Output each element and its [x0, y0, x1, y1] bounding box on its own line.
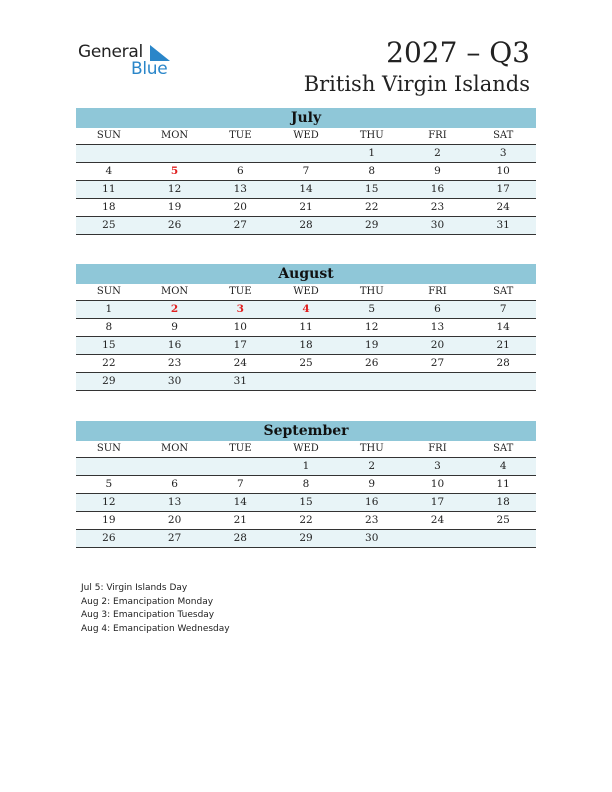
date-cell — [273, 373, 339, 390]
date-cell — [142, 145, 208, 162]
week-row — [76, 163, 536, 181]
date-cell: 10 — [233, 321, 247, 333]
weekday-label: SUN — [96, 286, 121, 297]
weekday-label: SUN — [96, 130, 121, 141]
date-cell: 15 — [365, 183, 379, 195]
date-cell: 26 — [102, 532, 116, 544]
date-cell: 29 — [365, 219, 379, 231]
date-cell: 30 — [430, 219, 445, 231]
holiday-date-cell: 2 — [170, 303, 179, 315]
date-cell: 20 — [233, 201, 247, 213]
weekday-label: WED — [293, 286, 319, 297]
weekday-label: MON — [160, 443, 189, 454]
date-cell: 5 — [368, 303, 376, 315]
weekday-label: FRI — [428, 130, 447, 141]
weekday-label: WED — [293, 130, 319, 141]
date-cell: 25 — [496, 514, 510, 526]
date-cell — [470, 373, 536, 390]
month-name: August — [76, 264, 536, 284]
holiday-note: Aug 2: Emancipation Monday — [81, 596, 214, 607]
weekday-label: TUE — [229, 286, 252, 297]
week-row — [76, 476, 536, 494]
date-cell: 29 — [299, 532, 313, 544]
weekday-label: TUE — [229, 443, 252, 454]
date-cell: 30 — [167, 375, 182, 387]
date-cell: 11 — [299, 321, 313, 333]
date-cell: 14 — [496, 321, 510, 333]
date-cell: 3 — [499, 147, 507, 159]
date-cell — [405, 530, 471, 547]
date-cell: 8 — [105, 321, 113, 333]
date-cell: 18 — [299, 339, 313, 351]
date-cell: 8 — [302, 478, 310, 490]
date-cell: 27 — [167, 532, 182, 544]
week-row — [76, 530, 536, 548]
date-cell: 5 — [105, 478, 113, 490]
week-row — [76, 181, 536, 199]
weekday-label: TUE — [229, 130, 252, 141]
holiday-note: Aug 3: Emancipation Tuesday — [81, 610, 215, 621]
date-cell: 19 — [167, 201, 182, 213]
week-row — [76, 199, 536, 217]
date-cell: 1 — [368, 147, 376, 159]
date-cell: 11 — [496, 478, 510, 490]
date-cell: 12 — [167, 183, 182, 195]
page-title: 2027 – Q3 — [386, 36, 530, 69]
weekday-header-row — [76, 284, 536, 301]
date-cell: 6 — [434, 303, 441, 315]
date-cell: 17 — [430, 496, 445, 508]
date-cell: 24 — [430, 514, 445, 526]
week-row — [76, 373, 536, 391]
date-cell: 23 — [430, 201, 445, 213]
week-row — [76, 319, 536, 337]
logo-blue-text: Blue — [131, 59, 168, 79]
holiday-date-cell: 4 — [302, 303, 310, 315]
month-july — [76, 108, 536, 235]
date-cell: 16 — [430, 183, 445, 195]
week-row — [76, 145, 536, 163]
week-row — [76, 217, 536, 235]
holiday-note: Jul 5: Virgin Islands Day — [81, 583, 188, 593]
date-cell — [207, 145, 273, 162]
holiday-date-cell: 5 — [170, 165, 179, 177]
date-cell: 10 — [496, 165, 510, 177]
date-cell: 15 — [299, 496, 313, 508]
weekday-label: WED — [293, 443, 319, 454]
month-august — [76, 264, 536, 391]
date-cell — [142, 458, 208, 475]
date-cell: 10 — [430, 478, 445, 490]
date-cell: 22 — [299, 514, 313, 526]
holiday-note: Aug 4: Emancipation Wednesday — [81, 623, 230, 634]
weekday-label: SAT — [493, 443, 514, 454]
weekday-label: SUN — [96, 443, 121, 454]
date-cell: 13 — [167, 496, 182, 508]
date-cell: 12 — [365, 321, 379, 333]
date-cell: 1 — [105, 303, 113, 315]
date-cell — [405, 373, 471, 390]
date-cell: 28 — [233, 532, 247, 544]
date-cell — [470, 530, 536, 547]
weekday-label: FRI — [428, 443, 447, 454]
logo-general-text: General — [78, 42, 143, 62]
weekday-label: THU — [359, 130, 384, 141]
month-september — [76, 421, 536, 548]
generalblue-logo — [78, 42, 188, 82]
date-cell: 15 — [102, 339, 116, 351]
week-row — [76, 494, 536, 512]
date-cell: 20 — [167, 514, 182, 526]
date-cell: 13 — [430, 321, 445, 333]
date-cell: 28 — [496, 357, 510, 369]
date-cell: 21 — [496, 339, 510, 351]
date-cell: 21 — [299, 201, 313, 213]
weekday-label: SAT — [493, 286, 514, 297]
week-row — [76, 355, 536, 373]
date-cell: 19 — [102, 514, 116, 526]
weekday-label: THU — [359, 443, 384, 454]
date-cell: 13 — [233, 183, 247, 195]
date-cell: 31 — [496, 219, 510, 231]
date-cell: 26 — [167, 219, 182, 231]
date-cell: 17 — [496, 183, 510, 195]
date-cell: 4 — [105, 165, 113, 177]
date-cell: 26 — [365, 357, 379, 369]
date-cell: 7 — [236, 478, 244, 490]
date-cell: 2 — [434, 147, 441, 159]
page-subtitle: British Virgin Islands — [303, 72, 530, 96]
date-cell: 30 — [365, 532, 379, 544]
holiday-notes — [81, 582, 230, 636]
date-cell: 8 — [368, 165, 376, 177]
date-cell: 9 — [171, 321, 178, 333]
date-cell: 27 — [430, 357, 445, 369]
date-cell — [76, 458, 142, 475]
date-cell: 16 — [365, 496, 379, 508]
week-row — [76, 337, 536, 355]
week-row — [76, 301, 536, 319]
date-cell: 28 — [299, 219, 313, 231]
date-cell: 18 — [496, 496, 510, 508]
date-cell: 25 — [102, 219, 116, 231]
date-cell: 22 — [365, 201, 379, 213]
date-cell: 1 — [302, 460, 310, 472]
weekday-label: SAT — [493, 130, 514, 141]
weekday-header-row — [76, 128, 536, 145]
date-cell: 25 — [299, 357, 313, 369]
weekday-label: FRI — [428, 286, 447, 297]
date-cell: 6 — [236, 165, 244, 177]
date-cell: 11 — [102, 183, 116, 195]
weekday-label: MON — [160, 130, 189, 141]
date-cell: 24 — [233, 357, 247, 369]
date-cell: 18 — [102, 201, 116, 213]
date-cell: 29 — [102, 375, 116, 387]
weekday-label: THU — [359, 286, 384, 297]
date-cell: 7 — [499, 303, 507, 315]
date-cell — [273, 145, 339, 162]
weekday-label: MON — [160, 286, 189, 297]
date-cell: 31 — [233, 375, 247, 387]
date-cell: 2 — [368, 460, 376, 472]
date-cell: 9 — [368, 478, 376, 490]
date-cell — [76, 145, 142, 162]
date-cell: 21 — [233, 514, 247, 526]
date-cell: 9 — [434, 165, 441, 177]
month-name: September — [76, 421, 536, 441]
date-cell: 4 — [499, 460, 507, 472]
date-cell: 6 — [171, 478, 178, 490]
holiday-date-cell: 3 — [236, 303, 244, 315]
date-cell: 24 — [496, 201, 510, 213]
date-cell: 23 — [365, 514, 379, 526]
week-row — [76, 512, 536, 530]
date-cell: 17 — [233, 339, 247, 351]
date-cell: 22 — [102, 357, 116, 369]
week-row — [76, 458, 536, 476]
date-cell — [339, 373, 405, 390]
month-name: July — [76, 108, 536, 128]
weekday-header-row — [76, 441, 536, 458]
date-cell: 23 — [167, 357, 182, 369]
date-cell: 7 — [302, 165, 310, 177]
date-cell — [207, 458, 273, 475]
date-cell: 20 — [430, 339, 445, 351]
date-cell: 19 — [365, 339, 379, 351]
date-cell: 27 — [233, 219, 247, 231]
date-cell: 14 — [299, 183, 313, 195]
date-cell: 16 — [167, 339, 182, 351]
date-cell: 14 — [233, 496, 247, 508]
date-cell: 12 — [102, 496, 116, 508]
date-cell: 3 — [434, 460, 441, 472]
